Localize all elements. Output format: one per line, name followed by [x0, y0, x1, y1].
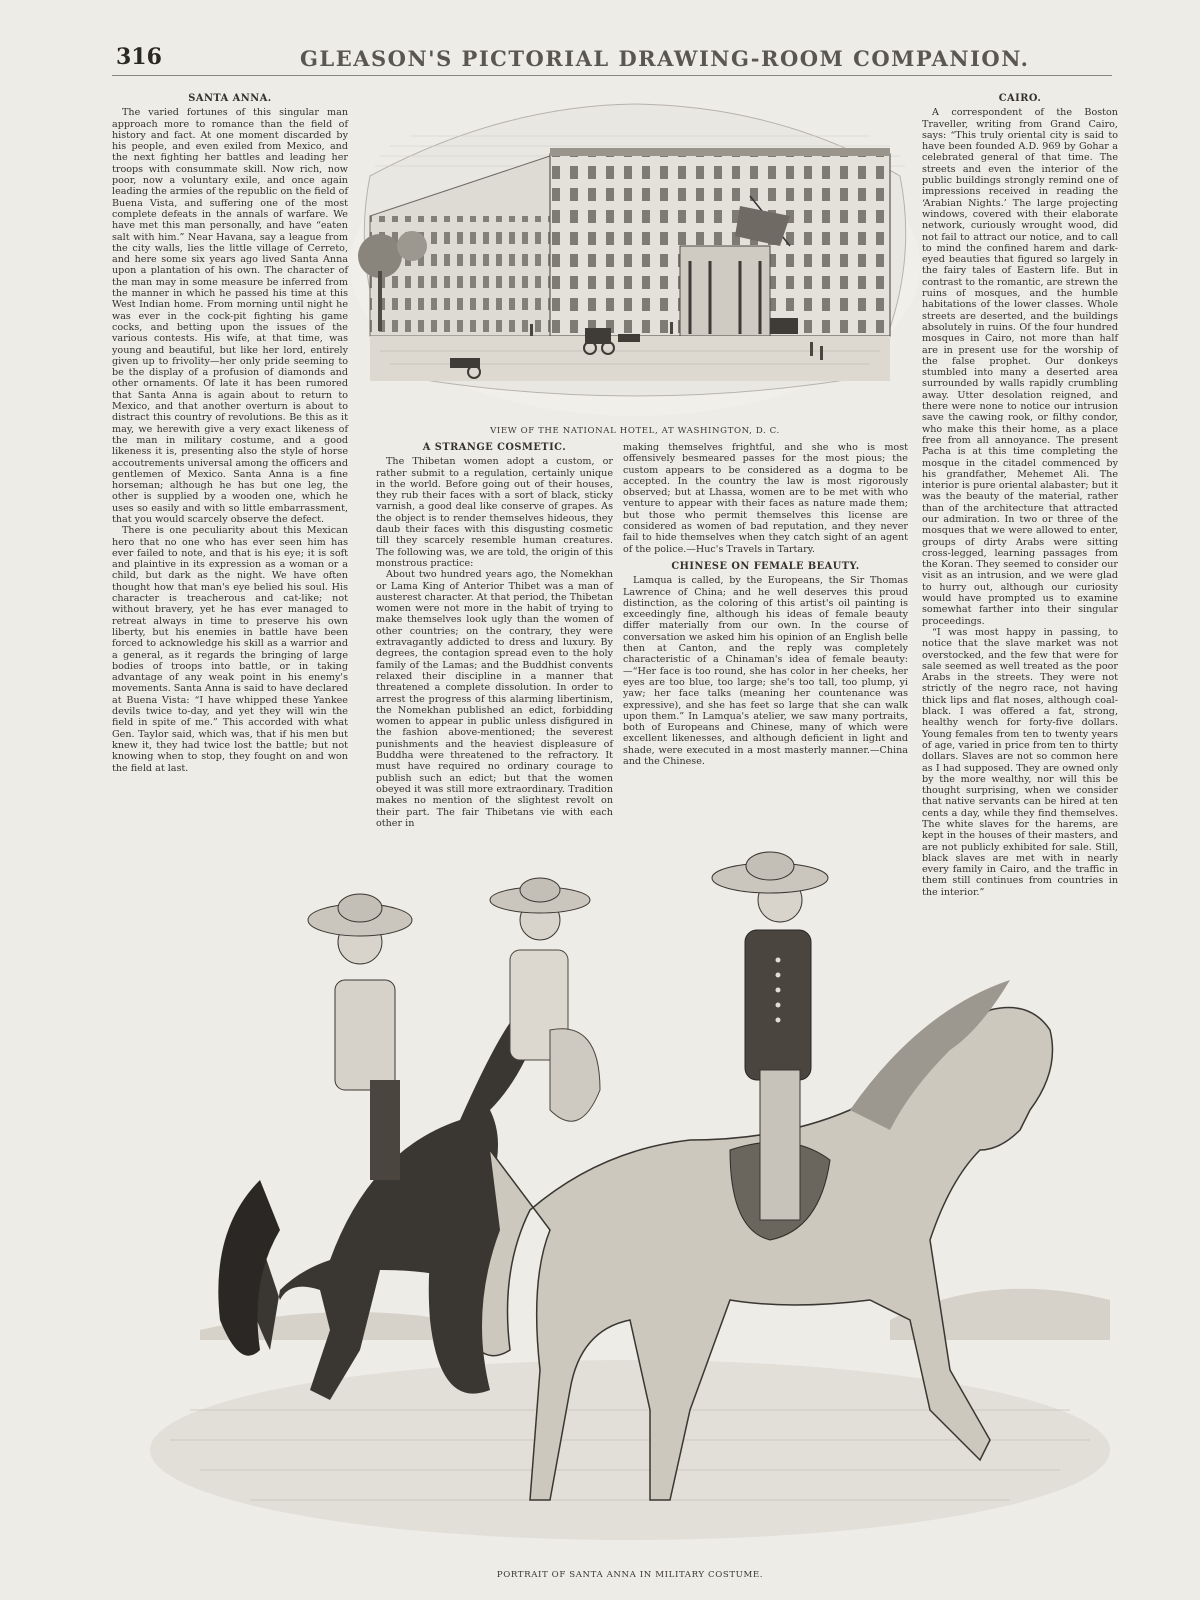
santa-anna-column: [112, 93, 348, 833]
cairo-paragraph: A correspondent of the Boston Traveller, writing from Grand Cairo, says: “This truly oriental city is said to have been founded A.D. 969 by Gohar a celebrated general of that time. The streets and even the interior of the public buildings strongly remind one of impressions received in reading the ‘Arabian Nights.’ The large projecting windows, covered with their elaborate network, curiously wrought wood, did not fail to attract our notice, and to call to mind the confined harem and dark-eyed beauties that figured so largely in the fairy tales of Eastern life. But in contrast to the romantic, are strewn the ruins of mosques, and the humble habitations of the lower classes. Whole streets are deserted, and the buildings absolutely in ruins. Of the four hundred mosques in Cairo, not more than half are in present use for the worship of the false prophet. Our donkeys stumbled into many a deserted area surrounded by walls rapidly crumbling away. Utter desolation reigned, and there were none to notice our intrusion save the cawing rook, or filthy condor, who make this their home, as a place free from all annoyance. The present Pacha is at this time completing the mosque in the citadel commenced by his grandfather, Mehemet Ali. The interior is pure oriental alabaster; but it was the beauty of the material, rather than of the architecture that attracted our admiration. In two or three of the mosques that we were allowed to enter, groups of dirty Arabs were sitting cross-legged, learning passages from the Koran. They seemed to consider our visit as an intrusion, and we were glad to hurry out, although our curiosity would have prompted us to examine somewhat farther into their singular proceedings.: [922, 107, 1118, 627]
national-hotel-engraving: [350, 96, 920, 408]
cosmetic-column: [376, 442, 613, 834]
cairo-column: [922, 93, 1118, 898]
santa-anna-heading: SANTA ANNA.: [188, 93, 272, 104]
portrait-caption: PORTRAIT OF SANTA ANNA IN MILITARY COSTUME.: [496, 1570, 764, 1580]
cairo-heading: CAIRO.: [998, 93, 1042, 104]
chinese-paragraph: Lamqua is called, by the Europeans, the Sir Thomas Lawrence of China; and he well deserves this proud distinction, as the coloring of this artist's oil painting is exceedingly fine, although his ideas of female beauty differ materially from our own. In the course of conversation we asked him his opinion of an English belle then at Canton, and the reply was completely characteristic of a Chinaman's idea of female beauty:—“Her face is too round, she has color in her cheeks, her eyes are too blue, too large; she's too tall, too plump, yi yaw; her face talks (meaning her countenance was expressive), and she has feet so large that she can walk upon them.” In Lamqua's atelier, we saw many portraits, both of Europeans and Chinese, many of which were excellent likenesses, and although deficient in light and shade, were executed in a most masterly manner.—China and the Chinese.: [623, 575, 908, 768]
masthead-rule: [112, 75, 1112, 76]
santa-anna-paragraph: The varied fortunes of this singular man approach more to romance than the field of history and fact. At one moment discarded by his people, and even exiled from Mexico, and the next fighting her battles and leading her troops with consummate skill. Now rich, now poor, now a voluntary exile, and once again leading the armies of the republic on the field of Buena Vista, and suffering one of the most complete defeats in the annals of warfare. We have met this man personally, and have “eaten salt with him.” Near Havana, say a league from the city walls, lies the little village of Cerreto, and here some six years ago lived Santa Anna upon a plantation of his own. The character of the man may in some measure be inferred from the manner in which he passed his time at this West Indian home. From morning until night he was ever in the cock-pit fighting his game cocks, and betting upon the issues of the various contests. His wife, at that time, was young and beautiful, but like her lord, entirely given up to frivolity—her only pride seeming to be the display of a profusion of diamonds and other ornaments. Of late it has been rumored that Santa Anna is again about to return to Mexico, and that another overturn is about to distract this country of revolutions. Be this as it may, we herewith give a very exact likeness of the man in military costume, and a good likeness it is, presenting also the style of horse accoutrements universal among the officers and gentlemen of Mexico. Santa Anna is a fine horseman; although he has but one leg, the other is supplied by a wooden one, which he uses so easily and with so little embarrassment, that you would scarcely observe the defect.: [112, 107, 348, 525]
cosmetic-paragraph: making themselves frightful, and she who is most offensively besmeared passes for the most pious; the custom appears to be considered as a dogma to be accepted. In the country the law is most rigorously observed; but at Lhassa, women are to be met with who venture to appear with their faces as nature made them; but those who permit themselves this license are considered as women of bad reputation, and they never fail to hide themselves when they catch sight of an agent of the police.—Huc's Travels in Tartary.: [623, 442, 908, 555]
chinese-column: [623, 442, 908, 834]
cairo-paragraph: “I was most happy in passing, to notice that the slave market was not overstocked, and the few that were for sale seemed as well treated as the poor Arabs in the streets. They were not strictly of the negro race, not having thick lips and flat noses, although coal-black. I was offered a fat, strong, healthy wench for forty-five dollars. Young females from ten to twenty years of age, varied in price from ten to thirty dollars. Slaves are not so common here as I had supposed. They are owned only by the more wealthy, nor will this be thought surprising, when we consider that native servants can be hired at ten cents a day, while they find themselves. The white slaves for the harems, are kept in the houses of their masters, and are not publicly exhibited for sale. Still, black slaves are met with in nearly every family in Cairo, and the traffic in them still continues from countries in the interior.”: [922, 626, 1118, 898]
page-number: 316: [116, 44, 162, 70]
cosmetic-paragraph: The Thibetan women adopt a custom, or rather submit to a regulation, certainly unique in the world. Before going out of their houses, they rub their faces with a sort of black, sticky varnish, a good deal like conserve of grapes. As the object is to render themselves hideous, they daub their faces with this disgusting cosmetic till they scarcely resemble human creatures. The following was, we are told, the origin of this monstrous practice:: [376, 456, 613, 569]
santa-anna-engraving: [130, 850, 1130, 1565]
cosmetic-heading: A STRANGE COSMETIC.: [422, 442, 567, 453]
masthead-title: GLEASON'S PICTORIAL DRAWING-ROOM COMPANION.: [300, 46, 1030, 71]
hotel-caption: VIEW OF THE NATIONAL HOTEL, AT WASHINGTON, D. C.: [490, 426, 780, 436]
santa-anna-paragraph: There is one peculiarity about this Mexican hero that no one who has ever seen him has ever failed to note, and that is his eye; it is soft and plaintive in its expression as a woman or a child, but dark as the night. We have often thought how that man's eye belied his soul. His character is treacherous and cat-like; not without bravery, yet he has ever managed to retreat always in time to preserve his own liberty, but his enemies in battle have been forced to acknowledge his skill as a warrior and a general, as it regards the bringing of large bodies of troops into battle, or in taking advantage of any weak point in his enemy's movements. Santa Anna is said to have declared at Buena Vista: “I have whipped these Yankee devils twice to-day, and yet they will win the field in spite of me.” This accorded with what Gen. Taylor said, which was, that if his men but knew it, they had twice lost the battle; but not knowing when to stop, they fought on and won the field at last.: [112, 525, 349, 774]
cosmetic-paragraph: About two hundred years ago, the Nomekhan or Lama King of Anterior Thibet was a man of austerest character. At that period, the Thibetan women were not more in the habit of trying to make themselves look ugly than the women of other countries; on the contrary, they were extravagantly addicted to dress and luxury. By degrees, the contagion spread even to the holy family of the Lamas; and the Buddhist convents relaxed their discipline in a manner that threatened a complete dissolution. In order to arrest the progress of this alarming libertinism, the Nomekhan published an edict, forbidding women to appear in public unless disfigured in the fashion above-mentioned; the severest punishments and the heaviest displeasure of Buddha were threatened to the refractory. It must have required no ordinary courage to publish such an edict; but that the women obeyed it was still more extraordinary. Tradition makes no mention of the slightest revolt on their part. The fair Thibetans vie with each other in: [376, 569, 613, 829]
chinese-heading: CHINESE ON FEMALE BEAUTY.: [671, 560, 860, 572]
